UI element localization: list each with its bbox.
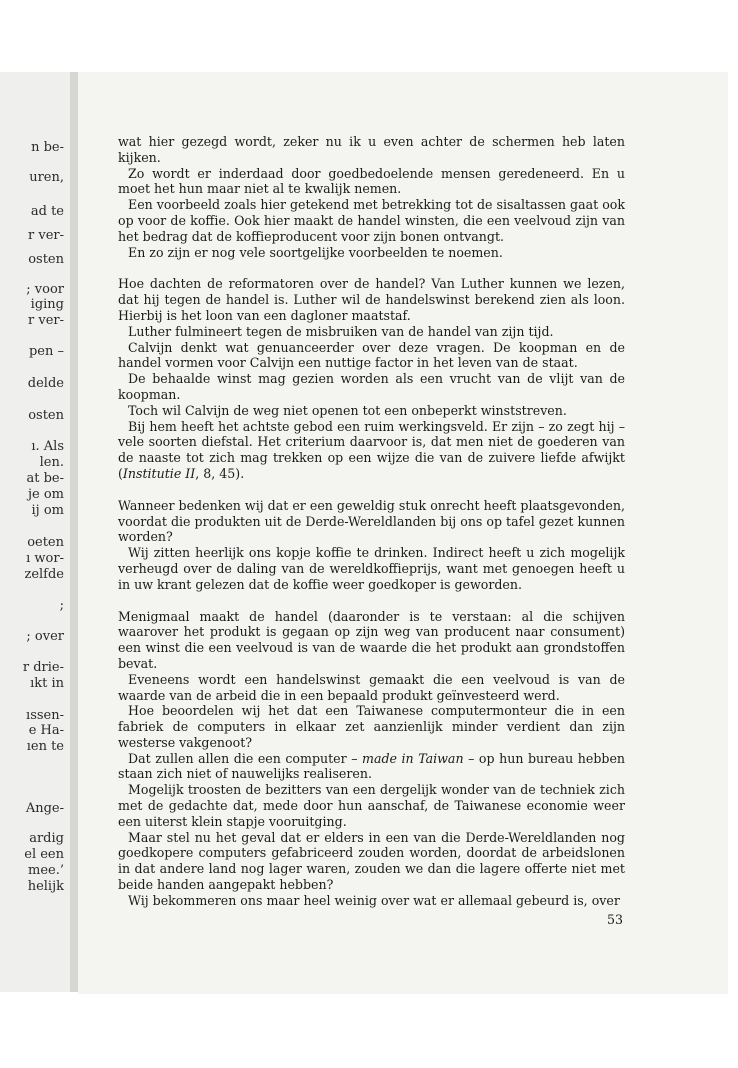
previous-page-fragment: ; [59,598,64,613]
previous-page-fragment: uren, [29,170,64,185]
paragraph: Maar stel nu het geval dat er elders in een van die Derde-Wereldlanden nog goedkopere computers gefabriceerd zouden worden, doordat de arbeidslonen in dat andere land nog lager waren, zouden we dan die lagere offerte niet met beide handen aangepakt hebben? [118,829,625,893]
previous-page-fragment: ı wor- [26,551,64,566]
previous-page-fragment: iging [30,297,64,312]
previous-page-fragment: el een [24,847,64,862]
paragraph: Luther fulmineert tegen de misbruiken van de handel van zijn tijd. [128,323,554,339]
paragraph: Mogelijk troosten de bezitters van een dergelijk wonder van de techniek zich met de gedachte dat, mede door hun aanschaf, de Taiwanese economie weer een uiterst klein stapje vooruitging. [118,782,625,829]
paragraph: Calvijn denkt wat genuanceerder over deze vragen. De koopman en de handel vormen voor Calvijn een nuttige factor in het leven van de staat. [118,339,625,371]
book-gutter [70,72,78,992]
paragraph: Hoe beoordelen wij het dat een Taiwanese computermonteur die in een fabriek de computers in elkaar zet aanzienlijk minder verdient dan zijn westerse vakgenoot? [118,703,625,750]
paragraph: Hoe dachten de reformatoren over de handel? Van Luther kunnen we lezen, dat hij tegen de handel is. Luther wil de handelswinst berekend zien als loon. Hierbij is het loon van een dagloner maatstaf. [118,276,625,323]
previous-page-fragment: ıkt in [30,676,64,691]
italic-term: made in Taiwan [362,750,464,766]
paragraph: Wij zitten heerlijk ons kopje koffie te drinken. Indirect heeft u zich mogelijk verheugd over de daling van de wereldkoffieprijs, want met genoegen heeft u in uw krant gelezen dat de koffie weer goedkoper is geworden. [118,545,625,592]
paragraph-gap [118,260,625,276]
previous-page-fragment: Ange- [25,801,64,816]
previous-page-fragment: ı. Als [31,439,64,454]
paragraph: Toch wil Calvijn de weg niet openen tot een onbeperkt winststreven. [128,402,567,418]
paragraph: De behaalde winst mag gezien worden als een vrucht van de vlijt van de koopman. [118,371,625,402]
paragraph-gap [118,482,625,498]
previous-page-fragment: pen – [28,344,64,359]
previous-page-fragment: at be- [26,471,64,486]
paragraph: En zo zijn er nog vele soortgelijke voorbeelden te noemen. [128,244,503,260]
previous-page-fragment: delde [27,376,64,391]
previous-page-fragment: osten [28,408,64,423]
italic-term: Institutie II [122,465,196,481]
previous-page-fragment: ; voor [26,282,64,297]
paragraph: Dat zullen allen die een computer – made in Taiwan – op hun bureau hebben staan zich niet of nauwelijks realiseren. [118,750,626,782]
body-text [118,134,625,909]
previous-page-edge [0,72,71,992]
previous-page-fragment: zelfde [24,567,64,582]
previous-page-fragment: r ver- [28,313,64,328]
paragraph: Bij hem heeft het achtste gebod een ruim werkingsveld. Er zijn – zo zegt hij – vele soorten diefstal. Het criterium daarvoor is, dat men niet de goederen van de naaste tot zich mag trekken op een wijze die van de zuivere liefde afwijkt (Institutie II, 8, 45). [118,418,625,481]
previous-page-fragment: r drie- [22,660,64,675]
paragraph: Een voorbeeld zoals hier getekend met betrekking tot de sisaltassen gaat ook op voor de koffie. Ook hier maakt de handel winsten, die een veelvoud zijn van het bedrag dat de koffieproducent voor zijn bonen ontvangt. [118,197,625,244]
paragraph: Wij bekommeren ons maar heel weinig over wat er allemaal gebeurd is, over [128,892,620,908]
previous-page-fragment: ij om [31,503,64,518]
paragraph: Zo wordt er inderdaad door goedbedoelende mensen geredeneerd. En u moet het hun maar niet al te kwalijk nemen. [118,165,625,197]
previous-page-fragment: ; over [26,629,64,644]
previous-page-fragment: osten [28,252,64,267]
previous-page-fragment: je om [27,487,64,502]
previous-page-fragment: ıssen- [26,708,64,723]
previous-page-fragment: e Ha- [28,723,64,738]
previous-page-fragment: oeten [27,535,64,550]
previous-page-fragment: mee.’ [28,863,64,878]
previous-page-fragment: ad te [30,204,64,219]
paragraph-gap [118,593,625,609]
paragraph: Menigmaal maakt de handel (daaronder is te verstaan: al die schijven waarover het produkt is gegaan op zijn weg van producent naar consument) een winst die een veelvoud is van de waarde die het produkt aan grondstoffen bevat. [118,608,625,671]
page-number: 53 [606,912,623,927]
paragraph: Eveneens wordt een handelswinst gemaakt die een veelvoud is van de waarde van de arbeid die in een bepaald produkt geïnvesteerd werd. [118,671,625,703]
paragraph: Wanneer bedenken wij dat er een geweldig stuk onrecht heeft plaatsgevonden, voordat die produkten uit de Derde-Wereldlanden bij ons op tafel gezet kunnen worden? [118,497,625,545]
previous-page-fragment: ardig [29,831,64,846]
paragraph: wat hier gezegd wordt, zeker nu ik u even achter de schermen heb laten kijken. [118,134,625,165]
previous-page-fragment: r ver- [28,228,64,243]
previous-page-fragment: ıen te [26,739,64,754]
previous-page-fragment: helijk [27,879,64,894]
previous-page-fragment: len. [39,455,64,470]
book-page [78,72,728,994]
previous-page-fragment: n be- [31,140,64,155]
